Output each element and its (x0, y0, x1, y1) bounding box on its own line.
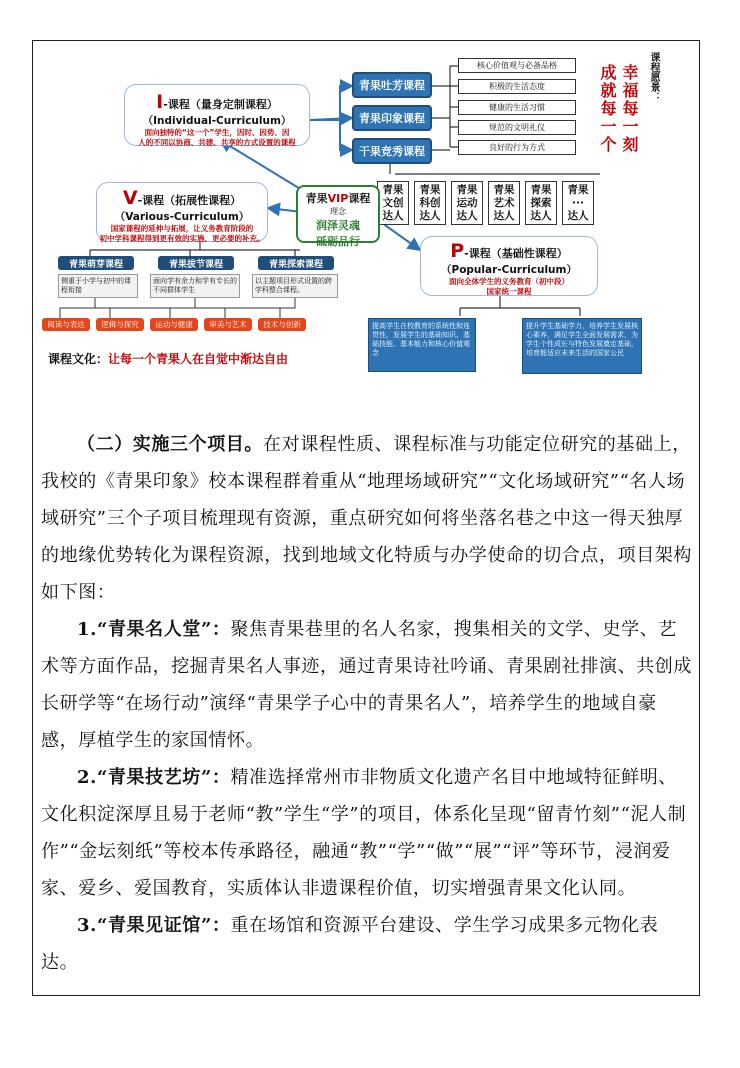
v-course-desc: 以主题项目形式设置的跨学科整合课程。 (252, 274, 338, 298)
v-course-bajie: 青果拔节课程 (158, 256, 234, 270)
p-goal-box: 提升学生基础学力，培养学生发展核心素养，满足学生全面发展需求，为学生个性成长与特色发展奠定基础，培育能适应未来生活的国家公民 (522, 318, 642, 374)
quality-item: 核心价值观与必备品格 (458, 58, 576, 73)
v-course-desc: 面向学有余力和学有专长的不同群体学生 (150, 274, 240, 298)
vision-col-2: 成就每一个 (598, 64, 617, 154)
domain-tag: 审美与艺术 (204, 318, 252, 331)
course-culture (48, 350, 288, 367)
paragraph-jianzhengguan: 3.“青果见证馆”：重在场馆和资源平台建设、学生学习成果多元物化表达。 (41, 915, 659, 973)
p-curriculum-box: P-课程（基础性课程） （Popular-Curriculum） 面向全体学生的义务教育（初中段） 国家统一课程 (420, 236, 598, 296)
body-text (41, 426, 693, 981)
course-button-tufang: 青果吐芳课程 (352, 72, 432, 98)
vision-col-1: 幸福每一刻 (620, 64, 639, 154)
culture-label: 课程文化： (48, 352, 109, 366)
domain-tag: 阅读与表达 (42, 318, 90, 331)
quality-item: 健康的生活习惯 (458, 100, 576, 115)
domain-tag: 运动与健康 (150, 318, 198, 331)
v-curriculum-box: V-课程（拓展性课程） （Various-Curriculum） 国家课程的延伸与拓展，让义务教育阶段的 初中学科课程得到更有效的实施、更必要的补充。 (96, 182, 268, 242)
i-title: -课程（量身定制课程） (163, 98, 278, 111)
curriculum-diagram (40, 50, 692, 380)
vip-concept-box: 青果VIP课程 理念 润泽灵魂 砥砺品行 (296, 185, 380, 243)
talent-box: 青果 艺术 达人 (488, 181, 520, 225)
course-button-yinxiang: 青果印象课程 (352, 105, 432, 131)
paragraph-jiyifang: 2.“青果技艺坊”：精准选择常州市非物质文化遗产名目中地域特征鲜明、文化积淀深厚且易于老师“教”学生“学”的项目，体系化呈现“留青竹刻”“泥人制作”“金坛刻纸”等校本传承路径，融通“教”“学”“做”“展”“评”等环节，浸润爱家、爱乡、爱国教育，实质体认非遗课程价值，切实增强青果文化认同。 (41, 767, 687, 899)
talent-box: 青果 文创 达人 (377, 181, 409, 225)
i-english: （Individual-Curriculum） (142, 115, 292, 127)
domain-tag: 技术与创新 (258, 318, 306, 331)
i-curriculum-box (124, 84, 310, 146)
culture-text: 让每一个青果人在自觉中渐达自由 (108, 352, 289, 366)
quality-item: 规范的文明礼仪 (458, 120, 576, 135)
vip-motto-1: 润泽灵魂 (316, 219, 360, 232)
talent-box: 青果 探索 达人 (525, 181, 557, 225)
talent-box: 青果 ··· 达人 (562, 181, 594, 225)
talent-box: 青果 科创 达人 (414, 181, 446, 225)
i-desc-2: 人的不同以协商、共建、共享的方式设置的课程 (138, 138, 296, 147)
vip-motto-2: 砥砺品行 (316, 235, 360, 248)
vip-label: 理念 (330, 207, 346, 216)
v-course-mengya: 青果萌芽课程 (58, 256, 134, 270)
course-button-jingxiu: 干果竞秀课程 (352, 138, 432, 164)
i-letter: I (156, 91, 164, 113)
v-course-tansuo: 青果探索课程 (258, 256, 334, 270)
paragraph-projects: （二）实施三个项目。在对课程性质、课程标准与功能定位研究的基础上，我校的《青果印象》校本课程群着重从“地理场域研究”“文化场域研究”“名人场域研究”三个子项目梳理现有资源，重点研究如何将坐落名巷之中这一得天独厚的地缘优势转化为课程资源，找到地域文化特质与办学使命的切合点，项目架构如下图： (41, 434, 692, 603)
paragraph-mingrentang: 1.“青果名人堂”：聚焦青果巷里的名人名家，搜集相关的文学、史学、艺术等方面作品，挖掘青果名人事迹，通过青果诗社吟诵、青果剧社排演、共创成长研学等“在场行动”演绎“青果学子心中的青果名人”，培养学生的地域自豪感，厚植学生的家国情怀。 (41, 619, 692, 751)
talent-box: 青果 运动 达人 (451, 181, 483, 225)
domain-tag: 逻辑与探究 (96, 318, 144, 331)
p-goal-box: 提高学生在校教育的系统性和连贯性，发展学生的基础知识、基础技能、基本能力和核心价值观念 (368, 318, 476, 372)
v-course-desc: 侧重于小学与初中的课程衔接 (58, 274, 138, 298)
i-desc-1: 面向独特的“这一个”学生，因时、因势、因 (144, 128, 290, 137)
vision-label: 课程愿景： (648, 52, 659, 102)
quality-item: 良好的行为方式 (458, 140, 576, 155)
quality-item: 积极的生活态度 (458, 79, 576, 94)
